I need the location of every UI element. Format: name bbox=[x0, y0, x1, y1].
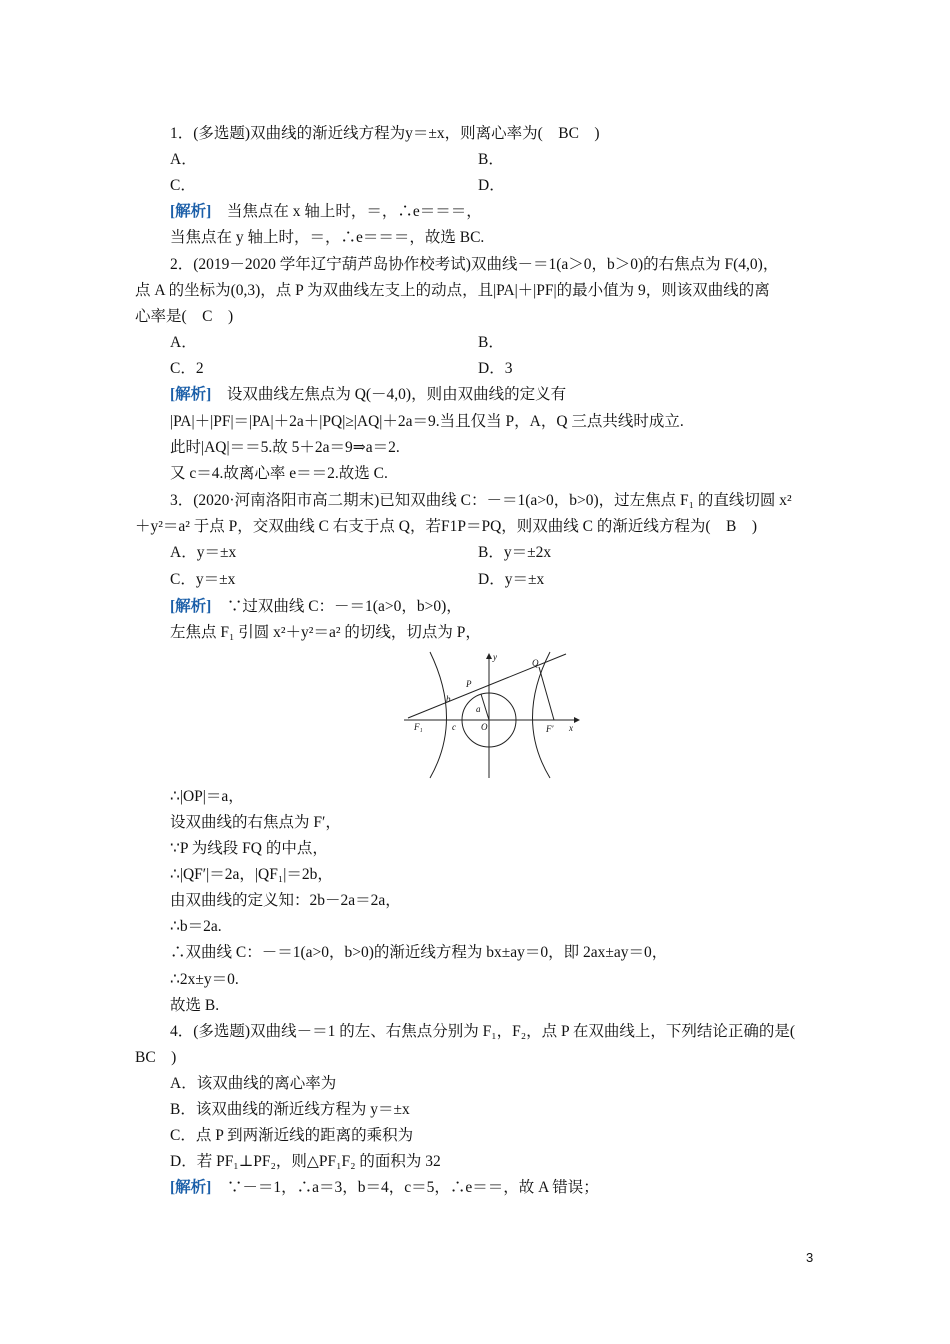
x-axis-arrow bbox=[574, 717, 580, 723]
text-line bbox=[170, 917, 222, 937]
text-line bbox=[170, 438, 400, 458]
text-line bbox=[170, 359, 204, 379]
label-F2: F′ bbox=[546, 724, 554, 734]
text-line bbox=[170, 597, 462, 617]
tangent-line bbox=[408, 654, 566, 718]
hyperbola-right-branch bbox=[533, 652, 551, 778]
text-line bbox=[170, 1178, 599, 1198]
line-text: D．y＝±x bbox=[478, 571, 545, 588]
text-line bbox=[478, 359, 512, 379]
line-text: 设双曲线左焦点为 Q(－4,0)，则由双曲线的定义有 bbox=[211, 386, 567, 403]
line-text: BC ) bbox=[135, 1049, 177, 1066]
line-text: ∴|QF′|＝2a，|QF₁|＝2b， bbox=[170, 866, 333, 883]
line-text: 左焦点 F₁ 引圆 x²＋y²＝a² 的切线，切点为 P， bbox=[170, 624, 481, 641]
text-line bbox=[170, 255, 778, 275]
text-line bbox=[170, 970, 239, 990]
line-text: C． bbox=[170, 177, 196, 194]
text-line bbox=[170, 202, 482, 222]
line-text: C．2 bbox=[170, 360, 204, 377]
text-line bbox=[170, 385, 566, 405]
line-text: 故选 B. bbox=[170, 997, 220, 1014]
line-text: B． bbox=[478, 151, 504, 168]
text-line bbox=[170, 150, 197, 170]
line-text: B．y＝±2x bbox=[478, 544, 552, 561]
line-text: D．3 bbox=[478, 360, 513, 377]
line-text: B． bbox=[478, 334, 504, 351]
label-P: P bbox=[466, 679, 472, 689]
line-text: 当焦点在 y 轴上时，＝，∴e＝＝＝，故选 BC. bbox=[170, 229, 485, 246]
line-text: D．若 PF₁⊥PF₂，则△PF₁F₂ 的面积为 32 bbox=[170, 1153, 441, 1170]
page-number: 3 bbox=[806, 1250, 814, 1265]
analysis-tag: [解析] bbox=[170, 203, 212, 220]
line-text: D． bbox=[478, 177, 505, 194]
text-line bbox=[170, 491, 792, 511]
line-text: ∵过双曲线 C：－＝1(a>0，b>0)， bbox=[211, 598, 462, 615]
text-line bbox=[478, 176, 505, 196]
text-line bbox=[170, 1074, 336, 1094]
hyperbola-figure bbox=[404, 650, 582, 780]
text-line bbox=[170, 176, 196, 196]
text-line bbox=[135, 1048, 176, 1068]
y-axis-arrow bbox=[486, 653, 492, 659]
line-text: 由双曲线的定义知：2b－2a＝2a， bbox=[170, 892, 401, 909]
text-line bbox=[478, 570, 544, 590]
label-b: b bbox=[446, 694, 451, 704]
line-text: ∴b＝2a. bbox=[170, 918, 222, 935]
line-text: ∴双曲线 C：－＝1(a>0，b>0)的渐近线方程为 bx±ay＝0，即 2ax±ay＝0， bbox=[170, 944, 668, 961]
text-line bbox=[170, 943, 667, 963]
text-line bbox=[170, 996, 219, 1016]
segment-QF bbox=[539, 667, 554, 720]
label-Q: Q bbox=[532, 658, 539, 668]
line-text: C．y＝±x bbox=[170, 571, 236, 588]
hyperbola-left-branch bbox=[430, 652, 447, 778]
line-text: 2．(2019－2020 学年辽宁葫芦岛协作校考试)双曲线－＝1(a＞0，b＞0)的右焦点为 F(4,0)， bbox=[170, 256, 779, 273]
text-line bbox=[170, 787, 244, 807]
line-text: 设双曲线的右焦点为 F′， bbox=[170, 814, 341, 831]
line-text: 1．(多选题)双曲线的渐近线方程为y＝±x，则离心率为( BC ) bbox=[170, 125, 600, 142]
line-text: 此时|AQ|＝＝5.故 5＋2a＝9⇒a＝2. bbox=[170, 439, 400, 456]
line-text: ∴2x±y＝0. bbox=[170, 971, 239, 988]
text-line bbox=[170, 1022, 795, 1042]
line-text: 4．(多选题)双曲线－＝1 的左、右焦点分别为 F₁，F₂，点 P 在双曲线上，下列结论正确的是( bbox=[170, 1023, 796, 1040]
label-c: c bbox=[452, 722, 456, 732]
line-text: ＋y²＝a² 于点 P，交双曲线 C 右支于点 Q，若F1P＝PQ，则双曲线 C 的渐近线方程为( B ) bbox=[135, 518, 758, 535]
text-line bbox=[478, 150, 504, 170]
label-a: a bbox=[476, 704, 481, 714]
text-line bbox=[135, 307, 233, 327]
line-text: 点 A 的坐标为(0,3)，点 P 为双曲线左支上的动点，且|PA|＋|PF|的最小值为 9，则该双曲线的离 bbox=[135, 282, 770, 299]
text-line bbox=[170, 623, 481, 643]
line-text: 3．(2020·河南洛阳市高二期末)已知双曲线 C：－＝1(a>0，b>0)，过左焦点 F₁ 的直线切圆 x² bbox=[170, 492, 792, 509]
text-line bbox=[170, 124, 600, 144]
segment-OP bbox=[481, 694, 489, 720]
line-text: 当焦点在 x 轴上时，＝，∴e＝＝＝， bbox=[211, 203, 482, 220]
label-y: y bbox=[493, 652, 497, 662]
label-x: x bbox=[569, 723, 573, 733]
text-line bbox=[170, 228, 484, 248]
line-text: A．y＝±x bbox=[170, 544, 237, 561]
text-line bbox=[170, 333, 197, 353]
line-text: |PA|＋|PF|＝|PA|＋2a＋|PQ|≥|AQ|＋2a＝9.当且仅当 P，A，Q 三点共线时成立. bbox=[170, 413, 684, 430]
text-line bbox=[170, 1152, 441, 1172]
text-line bbox=[170, 570, 235, 590]
line-text: A．该双曲线的离心率为 bbox=[170, 1075, 337, 1092]
line-text: C．点 P 到两渐近线的距离的乘积为 bbox=[170, 1127, 414, 1144]
analysis-tag: [解析] bbox=[170, 598, 212, 615]
text-line bbox=[170, 464, 388, 484]
line-text: A． bbox=[170, 151, 197, 168]
line-text: 心率是( C ) bbox=[135, 308, 234, 325]
label-F1: F₁ bbox=[414, 722, 423, 732]
text-line bbox=[170, 813, 341, 833]
analysis-tag: [解析] bbox=[170, 1179, 212, 1196]
text-line bbox=[170, 891, 401, 911]
line-text: B．该双曲线的渐近线方程为 y＝±x bbox=[170, 1101, 410, 1118]
label-O: O bbox=[481, 722, 488, 732]
text-line bbox=[135, 281, 770, 301]
line-text: A． bbox=[170, 334, 197, 351]
text-line bbox=[170, 412, 684, 432]
text-line bbox=[478, 543, 551, 563]
text-line bbox=[170, 839, 328, 859]
line-text: ∵P 为线段 FQ 的中点， bbox=[170, 840, 328, 857]
text-line bbox=[170, 1126, 413, 1146]
line-text: 又 c＝4.故离心率 e＝＝2.故选 C. bbox=[170, 465, 388, 482]
analysis-tag: [解析] bbox=[170, 386, 212, 403]
text-line bbox=[170, 865, 333, 885]
line-text: ∴|OP|＝a， bbox=[170, 788, 244, 805]
line-text: ∵－＝1，∴a＝3，b＝4，c＝5，∴e＝＝，故 A 错误； bbox=[211, 1179, 599, 1196]
text-line bbox=[135, 517, 757, 537]
text-line bbox=[478, 333, 504, 353]
text-line bbox=[170, 1100, 410, 1120]
text-line bbox=[170, 543, 236, 563]
